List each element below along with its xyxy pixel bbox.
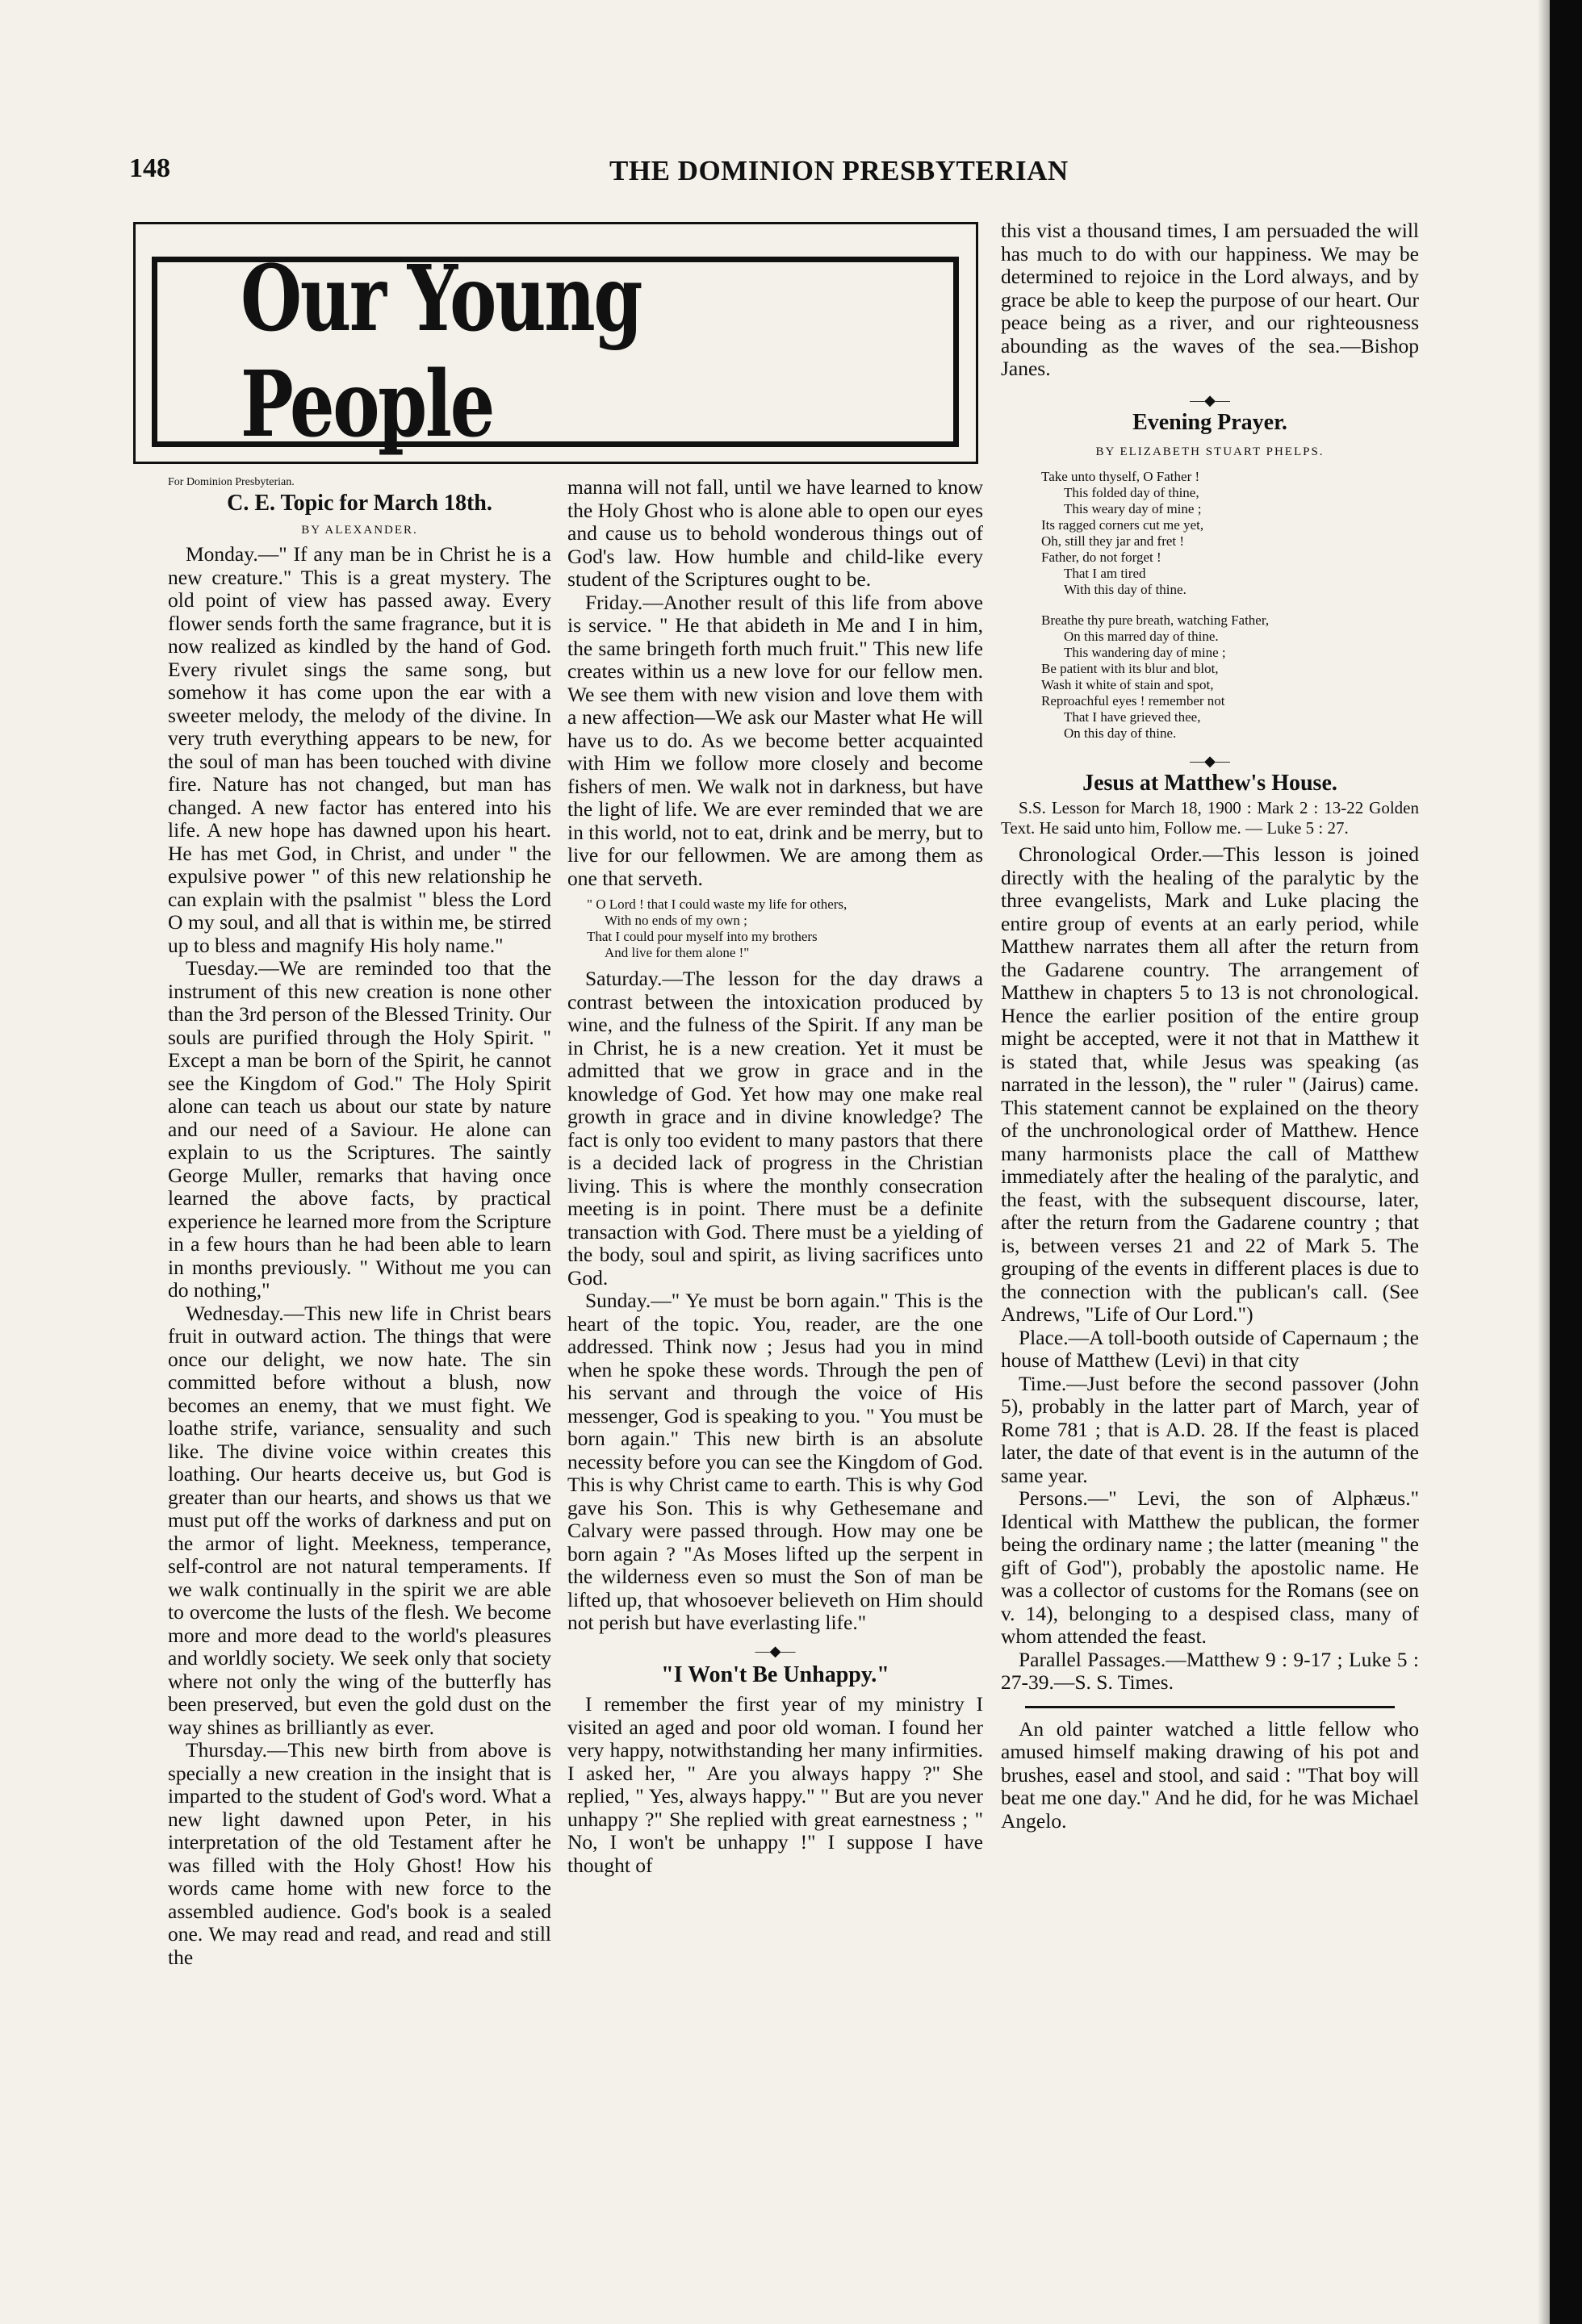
poem-line: This wandering day of mine ; — [1064, 644, 1226, 660]
poem-line: That I am tired — [1064, 565, 1146, 581]
paragraph-place: Place.—A toll-booth outside of Capernaum ; the house of Matthew (Levi) in that city — [1001, 1325, 1419, 1372]
poem-line: This weary day of mine ; — [1064, 500, 1202, 516]
paragraph-sunday: Sunday.—" Ye must be born again." This is the heart of the topic. You, reader, are the one addressed. Think now ; Jesus had you in mind when he spoke these words. Through the pen of his servant and through the voice of His messenger, God is speaking to you. " You must be born again." This new birth is an absolute necessity before you can see the Kingdom of God. This is why Christ came to earth. This is why God gave his Son. This is why Gethesemane and Calvary were passed through. How may one be born again ? "As Moses lifted up the serpent in the wilderness even so must the Son of man be lifted up, that whosoever believeth on Him should not perish but have everlasting life." — [567, 1289, 983, 1634]
verse-line: That I could pour myself into my brothers — [587, 929, 818, 944]
paragraph-persons: Persons.—" Levi, the son of Alphæus." Identical with Matthew the publican, the former being the ordinary name ; the latter (meaning " the gift of God"), probably the apostolic name. He was a collector of customs for the Romans (see on v. 14), belonging to a despised class, many of whom attended the feast. — [1001, 1486, 1419, 1648]
verse-line: With no ends of my own ; — [605, 913, 747, 928]
poem-byline: BY ELIZABETH STUART PHELPS. — [1095, 445, 1325, 458]
paragraph-friday: Friday.—Another result of this life from above is service. " He that abideth in Me and I in him, the same bringeth forth much fruit." This new life creates within us a new love for our fellow men. We see them with new vision and love them with a new affection—We ask our Master what He will have us to do. As we become better acquainted with Him we follow more closely and become fishers of men. We walk not in darkness, but have the light of life. We are ever reminded that we are in this world, not to eat, drink and be merry, but to live for our fellowmen. We are among them as one that serveth. — [567, 590, 983, 890]
poem-line: This folded day of thine, — [1064, 484, 1199, 500]
byline: BY ALEXANDER. — [301, 523, 418, 537]
paragraph-chronological-order: Chronological Order.—This lesson is joined directly with the healing of the paralytic by the three evangelists, Mark and Luke placing the entire group of events at an early period, while Matthew narrates them all after the return from the Gadarene country. The arrangement of Matthew in chapters 5 to 13 is not chronological. Hence the earlier position of the entire group might be accepted, were it not that in Matthew it is stated that, while Jesus was speaking (as narrated in the lesson), the " ruler " (Jairus) came. This statement cannot be explained on the theory of the unchronological order of Matthew. Hence many harmonists place the call of Matthew immediately after the healing of the paralytic, and the feast, with the subsequent discourse, later, after the return from the Gadarene country ; that is, between verses 21 and 22 of Mark 5. The grouping of the events in different places is due to the connection with the publican's call. (See Andrews, "Life of Our Lord.") — [1001, 842, 1419, 1326]
poem-line: On this marred day of thine. — [1064, 628, 1219, 644]
poem-line: Be patient with its blur and blot, — [1041, 660, 1219, 676]
verse-line: And live for them alone !" — [605, 945, 750, 960]
poem-line: Reproachful eyes ! remember not — [1041, 692, 1225, 708]
poem-line: Its ragged corners cut me yet, — [1041, 516, 1204, 533]
section-title: Our Young People — [241, 246, 642, 458]
column-1 — [168, 476, 551, 1969]
poem-line: Wash it white of stain and spot, — [1041, 676, 1214, 692]
paragraph-unhappy: I remember the first year of my ministry I visited an aged and poor old woman. I found her very happy, notwithstanding her many infirmities. I asked her, " Are you always happy ?" She replied, " Yes, always happy." " But are you never unhappy ?" She replied with great earnestness ; " No, I won't be unhappy !" I suppose I have thought of — [567, 1692, 983, 1877]
paragraph-time: Time.—Just before the second passover (John 5), probably in the latter part of March, year of Rome 781 ; that is A.D. 28. If the feast is placed later, the date of that event is in the autumn of the same year. — [1001, 1371, 1419, 1487]
scan-border — [1550, 0, 1582, 2324]
poem-line: Oh, still they jar and fret ! — [1041, 533, 1185, 549]
poem-line: With this day of thine. — [1064, 581, 1186, 597]
lesson-reference: S.S. Lesson for March 18, 1900 : Mark 2 : 13-22 Golden Text. He said unto him, Follow me. — Luke 5 : 27. — [1001, 798, 1419, 838]
section-ornament: —◆— — [1190, 391, 1230, 408]
poem-stanza-1 — [1041, 469, 1419, 598]
column-3 — [1001, 219, 1419, 1833]
paragraph-continued: manna will not fall, until we have learned to know the Holy Ghost who is alone able to open our eyes and cause us to behold wonderous things out of God's law. How humble and child-like every student of the Scriptures ought to be. — [567, 475, 983, 591]
poem-line: Breathe thy pure breath, watching Father, — [1041, 612, 1270, 628]
poem-line: On this day of thine. — [1064, 725, 1177, 741]
section-ornament: —◆— — [1190, 752, 1230, 769]
column-2 — [567, 476, 983, 1877]
paragraph-parallel-passages: Parallel Passages.—Matthew 9 : 9-17 ; Luke 5 : 27-39.—S. S. Times. — [1001, 1647, 1419, 1694]
poem-stanza-2 — [1041, 612, 1419, 742]
paragraph-monday: Monday.—" If any man be in Christ he is a new creature." This is a great mystery. The old point of view has passed away. Every flower sends forth the same fragrance, but it is now realized as kindled by the hand of God. Every rivulet sings the same song, but somehow it has come upon the ear with a sweeter melody, the melody of the divine. In very truth everything appears to be new, for the soul of man has been touched with divine fire. Nature has not changed, but man has changed. A new factor has entered into his life. A new hope has dawned upon his heart. He has met God, in Christ, and under " the expulsive power " of this new relationship he can explain with the psalmist " bless the Lord O my soul, and all that is within me, be stirred up to bless and magnify His holy name." — [168, 542, 551, 957]
poem-line: Take unto thyself, O Father ! — [1041, 468, 1200, 484]
article-heading: "I Won't Be Unhappy." — [661, 1661, 889, 1687]
paragraph-wednesday: Wednesday.—This new life in Christ bears fruit in outward action. The things that were once our delight, we now hate. The sin committed before without a blush, now becomes an enemy, that we must fight. We loathe strife, variance, sensuality and such like. The divine voice within creates this loathing. Our hearts deceive us, but God is greater than our hearts, and shows us that we must put off the works of darkness and put on the armor of light. Meekness, temperance, self-control are not natural temperaments. If we walk continually in the spirit we are able to overcome the lusts of the flesh. We become more and more dead to the world's pleasures and worldly society. We seek only that society where not only the wing of the butterfly has been preserved, but even the gold dust on the way shines as brilliantly as ever. — [168, 1301, 551, 1739]
quoted-verse — [587, 897, 983, 961]
verse-line: " O Lord ! that I could waste my life for others, — [587, 897, 848, 912]
paragraph-thursday: Thursday.—This new birth from above is specially a new creation in the insight that is imparted to the student of God's word. What a new light dawned upon Peter, in his interpretation of the old Testament after he was filled with the Holy Ghost! How his words came home with new force to the assembled audience. God's book is a sealed one. We may read and read, and read and still the — [168, 1738, 551, 1969]
poem-line: That I have grieved thee, — [1064, 708, 1201, 725]
page-number: 148 — [129, 153, 170, 183]
section-ornament: —◆— — [755, 1642, 796, 1659]
paragraph-continued: this vist a thousand times, I am persuaded the will has much to do with our happiness. We may be determined to rejoice in the Lord always, and by grace be able to keep the purpose of our heart. Our peace being as a river, and our righteousness abounding as the waves of the sea.—Bishop Janes. — [1001, 219, 1419, 380]
credit-line: For Dominion Presbyterian. — [168, 476, 295, 488]
poem-line: Father, do not forget ! — [1041, 549, 1161, 565]
lesson-heading: Jesus at Matthew's House. — [1082, 770, 1337, 796]
running-header: THE DOMINION PRESBYTERIAN — [609, 155, 1069, 186]
poem-heading: Evening Prayer. — [1132, 409, 1287, 435]
paragraph-saturday: Saturday.—The lesson for the day draws a contrast between the intoxication produced by wine, and the fulness of the Spirit. If any man be in Christ, he is a new creation. Yet it must be admitted that we grow in grace and in the knowledge of God. Yet how may one make real growth in grace and in divine knowledge? The fact is only too evident to many pastors that there is a decided lack of progress in the Christian living. This is where the monthly consecration meeting is in point. There must be a definite transaction with God. There must be a yielding of the body, soul and spirit, as living sacrifices unto God. — [567, 967, 983, 1289]
divider-rule — [1025, 1706, 1395, 1708]
paragraph-tuesday: Tuesday.—We are reminded too that the instrument of this new creation is none other than the 3rd person of the Blessed Trinity. Our souls are purified through the Holy Spirit. " Except a man be born of the Spirit, he cannot see the Kingdom of God." The Holy Spirit alone can teach us about our state by nature and our need of a Saviour. He alone can explain to us the Scriptures. The saintly George Muller, remarks that having once learned the above facts, by practical experience he learned more from the Scripture in a few hours than he had been able to learn in months previously. " Without me you can do nothing," — [168, 956, 551, 1302]
article-heading: C. E. Topic for March 18th. — [227, 491, 492, 516]
paragraph-old-painter: An old painter watched a little fellow who amused himself making drawing of his pot and brushes, easel and stool, and said : "That boy will beat me one day." And he did, for he was Michael Angelo. — [1001, 1716, 1419, 1833]
